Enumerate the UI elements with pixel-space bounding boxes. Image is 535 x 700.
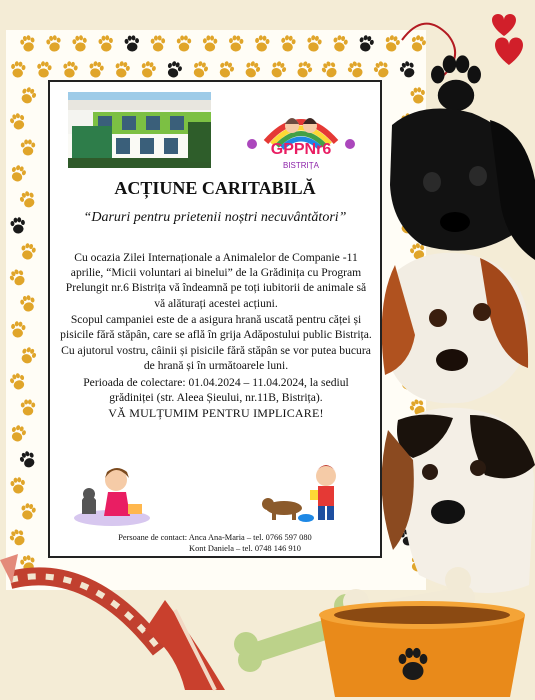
child-with-cat-illustration — [72, 466, 152, 526]
thanks-text: VĂ MULȚUMIM PENTRU IMPLICARE! — [108, 406, 324, 421]
dog-bowl-illustration — [319, 601, 525, 697]
dog-spaniel-illustration — [382, 253, 529, 404]
logo-text: GPPNr6 — [270, 141, 332, 158]
kindergarten-photo — [68, 92, 211, 168]
poster-subtitle: “Daruri pentru prietenii noștri necuvântători” — [83, 210, 347, 225]
poster-title: ACȚIUNE CARITABILĂ — [114, 178, 316, 198]
contact-line-1: Persoane de contact: Anca Ana-Maria – tel. 0766 597 080 — [118, 533, 312, 542]
paragraph-help: Cu ajutorul vostru, câinii și pisicile fără stăpân se vor putea bucura de hrană și în următoarele luni. — [61, 344, 371, 373]
paragraph-intro: Cu ocazia Zilei Internaționale a Animalelor de Companie -11 aprilie, “Micii voluntari ai binelui” de la Grădinița cu Program Prelungit nr.6 Bistrița vă îndeamnă pe toți iubitorii de animale să vă alăturați acestei acțiuni. — [65, 251, 367, 310]
contact-line-2: Kont Daniela – tel. 0748 146 910 — [189, 544, 301, 553]
paragraph-purpose: Scopul campaniei este de a asigura hrană uscată pentru căței și pisicile fără stăpân, care se află în grija Adăpostului public Bistrița. — [60, 312, 372, 342]
poster-body — [60, 250, 372, 422]
logo-city: BISTRIȚA — [282, 161, 320, 170]
contact-info — [50, 532, 380, 554]
paragraph-period: Perioada de colectare: 01.04.2024 – 11.04.2024, la sediul grădiniței (str. Aleea Șieului, nr.11B, Bistrița). — [83, 375, 349, 404]
boy-with-dog-illustration — [262, 462, 346, 526]
announcement-card — [48, 80, 382, 558]
kindergarten-logo — [246, 104, 356, 174]
